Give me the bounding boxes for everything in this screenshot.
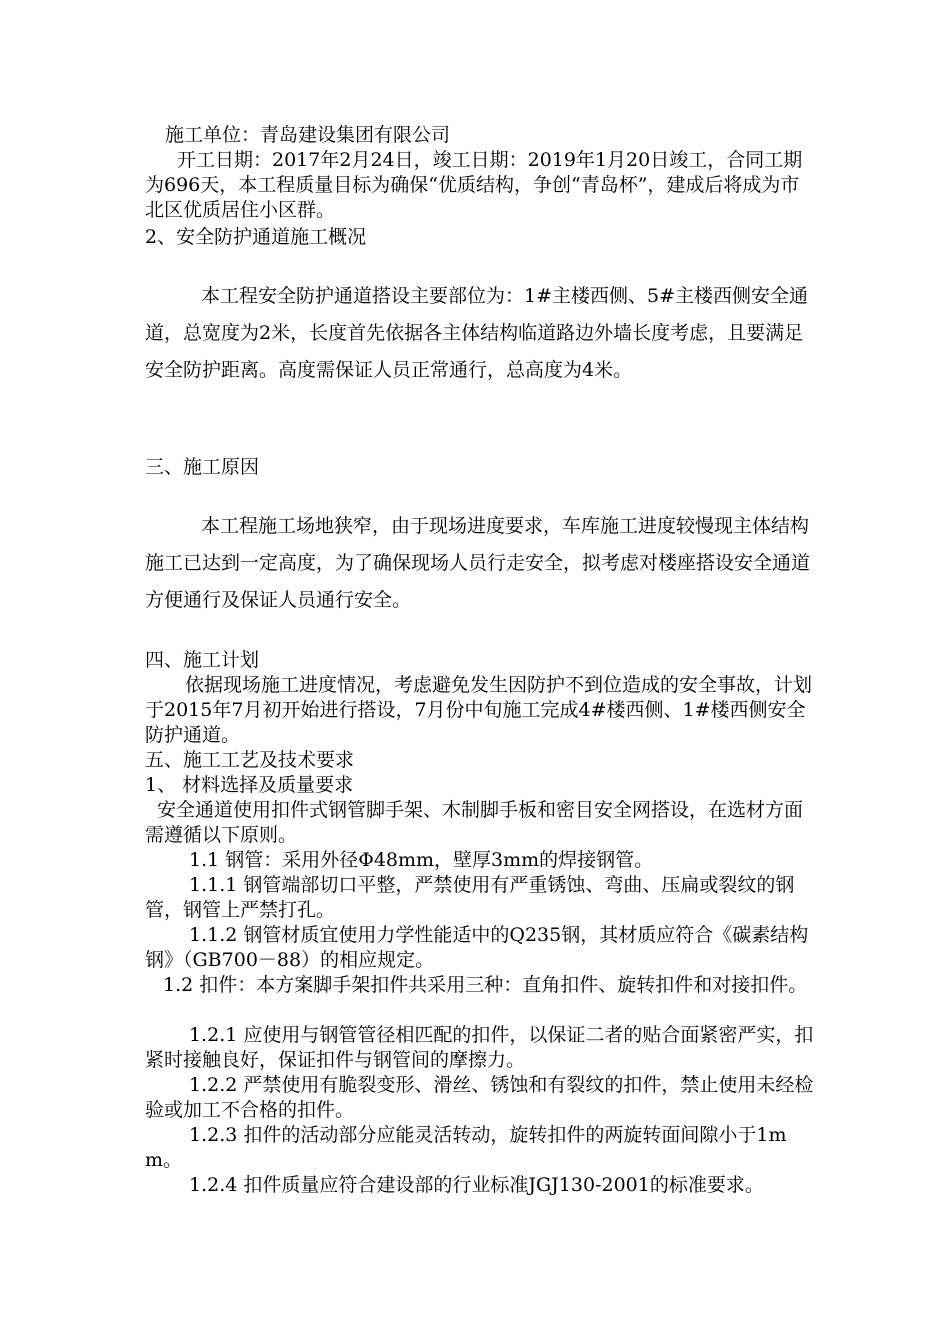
item-1-1: 1.1 钢管：采用外径Φ48mm，壁厚3mm的焊接钢管。 (189, 849, 654, 871)
item-1-2-4: 1.2.4 扣件质量应符合建设部的行业标准JGJ130-2001的标准要求。 (189, 1174, 764, 1196)
section-4-body: 依据现场施工进度情况，考虑避免发生因防护不到位造成的安全事故，计划于2015年7月初开始进行搭设，7月份中旬施工完成4#楼西侧、1#楼西侧安全防护通道。 (145, 674, 813, 746)
item-1-2: 1.2 扣件：本方案脚手架扣件共采用三种：直角扣件、旋转扣件和对接扣件。 (163, 974, 808, 996)
section-5-1-title: 1、 材料选择及质量要求 (145, 774, 354, 796)
section-4-title: 四、施工计划 (145, 649, 260, 671)
item-1-2-3: 1.2.3 扣件的活动部分应能灵活转动，旋转扣件的两旋转面间隙小于1mm。 (145, 1124, 787, 1171)
section-5-title: 五、施工工艺及技术要求 (145, 749, 355, 771)
company-line: 施工单位：青岛建设集团有限公司 (165, 124, 451, 146)
item-1-2-1: 1.2.1 应使用与钢管管径相匹配的扣件，以保证二者的贴合面紧密严实，扣紧时接触良好，保证扣件与钢管间的摩擦力。 (145, 1024, 814, 1071)
item-1-1-2: 1.1.2 钢管材质宜使用力学性能适中的Q235钢，其材质应符合《碳素结构钢》（GB700－88）的相应规定。 (145, 924, 809, 971)
section-5-1-body: 安全通道使用扣件式钢管脚手架、木制脚手板和密目安全网搭设，在选材方面需遵循以下原则。 (145, 799, 804, 846)
section-2-body: 本工程安全防护通道搭设主要部位为：1#主楼西侧、5#主楼西侧安全通道，总宽度为2米，长度首先依据各主体结构临道路边外墙长度考虑，且要满足安全防护距离。高度需保证人员正常通行，总高度为4米。 (145, 285, 809, 381)
item-1-2-2: 1.2.2 严禁使用有脆裂变形、滑丝、锈蚀和有裂纹的扣件，禁止使用未经检验或加工不合格的扣件。 (145, 1074, 814, 1121)
section-3-body: 本工程施工场地狭窄，由于现场进度要求，车库施工进度较慢现主体结构施工已达到一定高度，为了确保现场人员行走安全，拟考虑对楼座搭设安全通道方便通行及保证人员通行安全。 (145, 515, 811, 611)
item-1-1-1: 1.1.1 钢管端部切口平整，严禁使用有严重锈蚀、弯曲、压扁或裂纹的钢管，钢管上严禁打孔。 (145, 874, 795, 921)
dates-paragraph: 开工日期：2017年2月24日，竣工日期：2019年1月20日竣工，合同工期为696天，本工程质量目标为确保“优质结构，争创“青岛杯”，建成后将成为市北区优质居住小区群。 (145, 149, 803, 221)
section-3-title: 三、施工原因 (145, 456, 260, 478)
section-2-title: 2、安全防护通道施工概况 (145, 226, 367, 248)
